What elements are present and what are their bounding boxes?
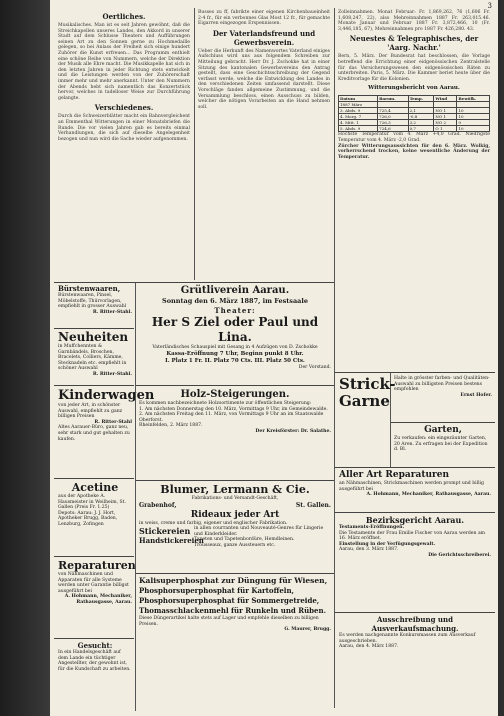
table-cell: 3. Abds. 9 (339, 108, 378, 114)
text-zurich-forecast: Zürcher Witterungsaussichten für den 6. März. Wolkig, vorherrschend trocken, keine wesentliche Änderung der Temperatur. (338, 143, 490, 160)
ad-kinderwagen (58, 388, 155, 476)
ad-title: Kinderwagen (58, 388, 155, 403)
ad-kalisuperphosphat (139, 576, 331, 708)
ad-text: In ein Handelsgeschäft auf dem Lande ein tüchtiger Angestellter, der gewohnt ist, für die Kundschaft zu arbeiten. (58, 650, 131, 672)
ad-text: in weiss, creme und farbig, eigener und englischer Fabrikation. (139, 520, 288, 526)
section-rule (335, 372, 495, 373)
ad-garten (394, 425, 492, 465)
text-zoll: Zolleinnahmen. Monat Februar: Fr. 1,869,262, 76 (1,606 Fr. 1,608,247, 22), also Mehreinnahmen 1887 Fr. 263,015.46. Monate Januar und Februar 1887 Fr. 3,872,466, 10 (Fr. 3,446,185, 67), Mehreinnahmen pro 1887 Fr. 426,280. 43. (338, 10, 490, 32)
text-telegraph: Bern, 5. März. Der Bundesrat hat beschlossen, die Vorlage betreffend die Errichtung einer eidgenössischen Zentralstelle für das Versicherungswesen den eidgenössischen Räten zu unterbreiten. Paris, 5. März. Die Kammer beriet heute über die Kreditvorlage für die Kolonien. (338, 54, 490, 82)
table-cell: 10 (457, 114, 490, 120)
ad-text: Rheinfelden, 2. März 1887. (139, 423, 203, 429)
ad-neuheiten (58, 331, 132, 383)
table-cell: 4. Morg. 7 (339, 114, 378, 120)
page-number: 3 (487, 2, 492, 10)
ad-text: 2. Am nächsten Freitag den 11. März, von Vormittags 9 Uhr an im Staatswalde Oberforst. (139, 412, 324, 423)
heading-verschiedenes: Verschiedenes. (94, 103, 154, 113)
ad-city-left: Grabenhof, (139, 501, 177, 509)
table-row (339, 126, 490, 132)
ad-title: Gesucht: (77, 641, 113, 650)
ad-text: Depots: Aarau: J. J. Hort, Apotheker Brugg, Baden, Lenzburg, Zofingen (58, 510, 118, 527)
ad-text: an Nähmaschinen, Strickmaschinen werden prompt und billig ausgeführt bei (339, 481, 484, 492)
ad-stickereien: Stickereien (139, 526, 191, 537)
ad-text: Bürstenwaaren, Pinsel, Möbelstoffe, Thürvorlagen, empfiehlt in grosser Auswahl (58, 293, 127, 310)
table-cell: 0,7 (408, 126, 434, 132)
ad-title: Neuheiten (58, 330, 129, 344)
ad-title: Holz-Steigerungen. (180, 389, 290, 400)
weather-table (338, 95, 490, 132)
ad-signature: Ernst Hofer. (460, 392, 492, 398)
ad-rule (391, 422, 495, 423)
ad-text: Vaterländisches Schauspiel mit Gesang in 4 Aufzügen von D. Zschokke (152, 345, 318, 350)
ad-signature: R. Ritter-Stahl. (92, 309, 132, 315)
table-cell: 725,4 (378, 108, 408, 114)
ad-signature: Der Vorstand. (298, 364, 331, 370)
table-cell: NO 1 (434, 108, 457, 114)
table-header: Bewölk. (457, 96, 490, 102)
ad-rule (54, 638, 134, 639)
ad-signature: A. Hohmann, Mechaniker, Rathausgasse, Aarau. (64, 594, 132, 605)
table-cell: 4. Mitt. 1 (339, 120, 378, 126)
ad-signature: A. Hohmann, Mechaniker, Rathausgasse, Aarau. (366, 492, 491, 498)
column-rule (334, 8, 335, 708)
table-header: Temp. (408, 96, 434, 102)
ad-title: Aller Art Reparaturen (339, 470, 450, 480)
ad-title: Bürstenwaaren, (58, 284, 121, 293)
ad-text: Altes Aarauer-Büro, ganz neu, sehr stark und gut gehalten zu kaufen. (58, 425, 130, 442)
column-misc (198, 10, 330, 278)
table-header: Barom. (378, 96, 408, 102)
ad-aller-art-reparaturen (339, 470, 491, 510)
column-news (338, 10, 490, 370)
heading-oertliches: Oertliches. (102, 12, 146, 21)
ad-bezirksgericht (339, 515, 491, 610)
ad-text: Aarau, den 3. März 1887. (339, 547, 399, 553)
ad-date: Sonntag den 6. März 1887, im Festsaale (162, 297, 308, 305)
ad-prices: I. Platz 1 Fr. II. Platz 70 Cts. III. Platz 50 Cts. (165, 357, 305, 364)
ad-title: Grütliverein Aarau. (180, 285, 290, 296)
ad-signature: Die Gerichtsschreiberei. (428, 552, 491, 558)
table-cell: NO 2 (434, 120, 457, 126)
ad-rule (136, 385, 334, 386)
ad-text: Die Testamente der Frau Emilie Fischer von Aarau werden am 16. März eröffnet. (339, 530, 486, 542)
ad-text: in Muffchennten & Garnbändels, Broschen, Bracelets, Colliers, Kämme, Stecknadeln etc. empfiehlt in schöner Auswahl (58, 344, 127, 372)
ad-rule (54, 328, 134, 329)
heading-vaterland: Der Vaterlandsfreund und Gewerbsverein. (212, 28, 316, 47)
ad-text: von jeder Art, in schönster Auswahl, empfiehlt zu ganz billigen Preisen (58, 403, 123, 420)
table-cell: 724,6 (378, 126, 408, 132)
ad-holz-steigerungen (139, 388, 331, 478)
ad-rule (54, 385, 134, 386)
text-temperature: Höchste Temperatur vom 4. März +4,0 Grad. Niedrigste Temperatur vom 4. März -2,0 Grad. (338, 132, 490, 143)
newspaper-page (50, 0, 498, 716)
ad-title: Garten, (424, 425, 462, 435)
ad-sub: Theater: (214, 306, 256, 315)
book-gutter (0, 0, 50, 716)
ad-handstickereien: Handstickereien (139, 536, 204, 546)
ad-signature: R. Ritter-Stahl (94, 419, 132, 425)
table-header: Datum (339, 96, 378, 102)
table-cell: 726,0 (378, 114, 408, 120)
table-cell: 9 (457, 120, 490, 126)
table-cell: 1887 März (339, 102, 378, 108)
column-local-news (58, 10, 190, 278)
column-rule (194, 8, 195, 280)
ad-rule (335, 467, 495, 468)
ad-rule (136, 573, 334, 574)
table-cell: 10 (457, 126, 490, 132)
weather-table-title: Witterungsbericht von Aarau. (368, 85, 460, 92)
ad-text: Halte in grösster farben- und Qualitäten-Auswahl zu billigsten Preisen bestens empfohlen (394, 376, 490, 393)
ad-title: Strick-Garne (339, 375, 396, 410)
ad-city-right: St. Gallen. (295, 501, 331, 509)
ad-rule (54, 478, 134, 479)
table-cell: 10 (457, 108, 490, 114)
table-cell: O 1 (434, 126, 457, 132)
ad-title: Reparaturen (58, 559, 136, 572)
text-musikalisches: Musikalisches. Man ist es seit Jahren gewöhnt, daß die Streichkapellen unseres Landes, den Akkord in unserer Stadt auf dem Schlusse Theaters und Aufführungen seinen Art zu den Sonnen gerne zu Hochmedaille gelegen, so bei Anlass der Freiheit sich einige hundert Zuhörer die Kunst erfreuen... Das Programm enthielt eine schöne Reihe von Nummern, welche der Direktion der Musik alle Ehre macht. Die Musikkapelle hat sich in den letzten Jahren in jeder Richtung stets entwickelt und die Leistungen werden von der Zuhörerschaft immer mehr und mehr anerkannt. Unter den Nummern der Abends hebt sich namentlich das Konzertstück hervor, welches in tadelloser Weise zur Durchführung gelangte. (58, 23, 190, 101)
text-intro: Busses zu ff, fabrikte einer eigenen Kirchenbaueinheit 2-4 fr., für ein verbonnes Glas Most 12 fr., für gemachte Eigarren eingezogen Erspennissen. (198, 10, 330, 27)
ad-strick-garne-label (339, 375, 396, 464)
ad-title: Acetine (71, 481, 119, 494)
ad-ausschreibung (339, 615, 491, 710)
ad-title: Bezirksgericht Aarau. (365, 515, 465, 525)
section-rule (54, 282, 334, 283)
table-cell: 2,1 (408, 108, 434, 114)
ad-title: Ausschreibung und Ausverkaufsmachung. (371, 615, 459, 633)
ad-subhead: Testaments-Eröffnungen. (339, 525, 405, 530)
ad-price-line: Kassa-Eröffnung 7 Uhr, Beginn punkt 8 Uhr. (166, 350, 304, 357)
ad-rule (136, 480, 334, 481)
table-cell: 726,3 (378, 120, 408, 126)
ad-sub: Fabrikations- und Versandt-Geschäft, (191, 496, 279, 501)
ad-gesucht (58, 641, 132, 709)
table-cell: -0,8 (408, 114, 434, 120)
ad-text: von Nähmaschinen und Apparaten für alle Systeme werden unter Garantie billigst ausgeführt bei (58, 572, 129, 594)
ad-line: Phosphorsuperphosphat für Kartoffeln, (139, 586, 294, 595)
ad-text: Es werden nachgenannte Konkursmassen zum Ausverkauf ausgeschrieben. (339, 633, 476, 644)
table-header: Wind (434, 96, 457, 102)
ad-reparaturen (58, 559, 136, 635)
ad-line: Phosphorsuperphosphat für Sommergetreide, (139, 596, 320, 605)
heading-neuestes: Neuestes & Telegraphisches, der 'Aarg. Nachr.' (349, 34, 479, 53)
table-cell: NO 1 (434, 114, 457, 120)
ad-signature: G. Maurer, Brugg. (284, 627, 331, 633)
ad-rideaux: Rideaux jeder Art (190, 509, 280, 520)
ad-acetine (58, 481, 132, 553)
ad-signature: Der Kreisförster: Dr. Salathe. (255, 428, 331, 434)
ad-signature: R. Ritter-Stahl. (92, 371, 132, 377)
ad-text: in allen courranten und Nouveauté-Genres für Lingerie und Kinderkleider. (194, 526, 324, 537)
ad-title: Blumer, Lermann & Cie. (160, 483, 310, 496)
ad-text: Es kommen nachbezeichnete Holzsortimente zur öffentlichen Steigerung: (139, 401, 312, 406)
ad-text: Tapeten und Tapetenbordüre, Hemdleinen. (194, 537, 295, 543)
ad-play-title: Her S Ziel oder Paul und Lina. (151, 315, 319, 344)
table-cell: 5. Abds. 9 (339, 126, 378, 132)
ad-rule (54, 556, 134, 557)
ad-subhead: Einstellung in der Verfügungsgewalt. (339, 541, 436, 547)
ad-text: Aarau, den 4. März 1887. (339, 644, 399, 650)
ad-line: Thomasschlackenmehl für Runkeln und Rüben. (139, 606, 327, 615)
ad-rule (335, 612, 495, 613)
ad-text: Diese Düngerartikel halte stets auf Lager und empfehle dieselben zu billigen Preisen. (139, 616, 319, 627)
table-cell: 3,2 (408, 120, 434, 126)
ad-title: Kalisuperphosphat zur Düngung für Wiesen, (139, 576, 328, 585)
ad-text: Zu verkaufen: ein eingezäunter Garten, 20 Aren. Zu erfragen bei der Expedition d. Bl. (394, 436, 488, 453)
ad-gruetliverein (139, 285, 331, 383)
ad-text: Trousseaux, ganze Aussteuern etc. (194, 542, 276, 548)
ad-rule (335, 512, 495, 513)
ad-text: 1. Am nächsten Donnerstag den 10. März, Vormittags 9 Uhr, im Gemeindewalde. (139, 406, 328, 412)
column-rule (135, 283, 136, 711)
text-verschiedenes: Durch die Schweizerblätter macht ein Bahnvergleichent an Emmenthal Witterungen in einer Monatsbriefen die Runde. Die vor vielen Jahren gab es bereits einmal Verhandlungen, die sich auf dieselbe Angelegenheit bezogen und nun wird die Sache wieder aufgenommen. (58, 114, 190, 142)
ad-strick-garne (394, 376, 492, 420)
ad-text: aus der Apotheke A. Hausmeister in Weilheim, St. Gallen (Preis Fr. 1.25) (58, 494, 126, 511)
text-vaterland: Ueber die Herkunft des Namenwortes Vaterland einiges Aufschluss wird uns aus folgendem Schreiben zur Mitteilung gebracht. Herr Dr. J. Zschokke hat in einer Sitzung des kantonalen Gewerbsvereins den Antrag gestellt, dass eine Geschichtsschreibung der Gegend verfasst werde, welche die Entwicklung des Landes in den verschiedenen Zeiten umfassend darstellt. Diese Vorschläge fanden allgemeine Zustimmung, und die Versammlung beschloss, einen Ausschuss zu bilden, welcher die nötigen Vorarbeiten an die Hand nehmen soll. (198, 48, 330, 110)
ad-blumer-lermann (139, 483, 331, 571)
ad-buerstenwaaren (58, 285, 132, 327)
